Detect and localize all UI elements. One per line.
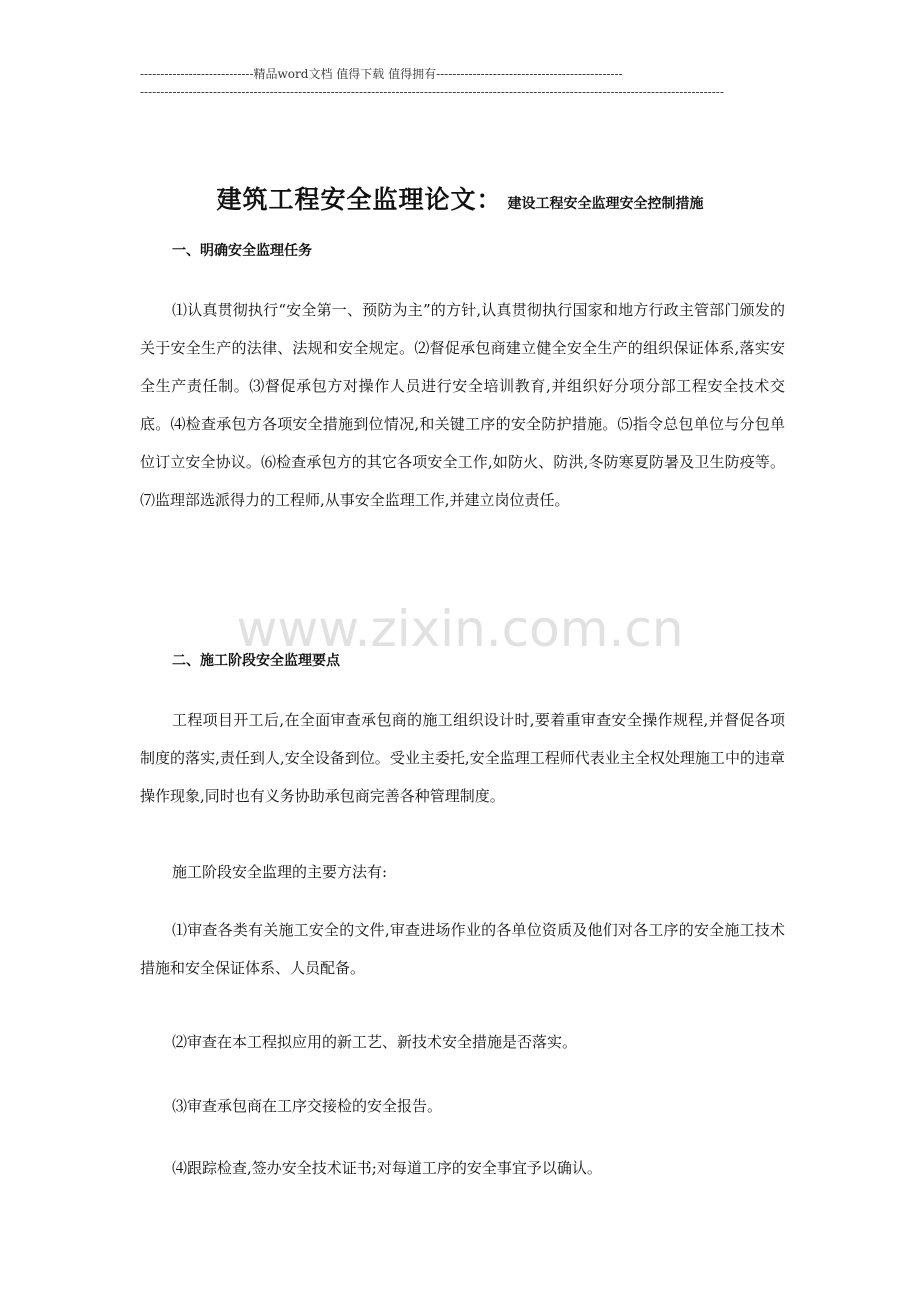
section-1-paragraph: ⑴认真贯彻执行“安全第一、预防为主”的方针,认真贯彻执行国家和地方行政主管部门颁发的关于安全生产的法律、法规和安全规定。⑵督促承包商建立健全安全生产的组织保证体系,落实安全生产责任制。⑶督促承包方对操作人员进行安全培训教育,并组织好分项分部工程安全技术交底。⑷检查承包方各项安全措施到位情况,和关键工序的安全防护措施。⑸指令总包单位与分包单位订立安全协议。⑹检查承包方的其它各项安全工作,如防火、防洪,冬防寒夏防暑及卫生防疫等。⑺监理部选派得力的工程师,从事安全监理工作,并建立岗位责任。 [140, 301, 785, 509]
header-separator-dashes: ------------------------------------------------------------------------------------------------------------------------------------------------ [140, 85, 724, 99]
section-2-paragraph-2: 施工阶段安全监理的主要方法有: [172, 863, 388, 881]
section-2-paragraph-4: ⑵审查在本工程拟应用的新工艺、新技术安全措施是否落实。 [172, 1033, 578, 1051]
section-heading-1: 一、明确安全监理任务 [172, 243, 312, 259]
section-2-paragraph-3: ⑴审查各类有关施工安全的文件,审查进场作业的各单位资质及他们对各工序的安全施工技术措施和安全保证体系、人员配备。 [140, 921, 785, 977]
title-main: 建筑工程安全监理论文： [216, 185, 503, 214]
section-2-paragraph-1: 工程项目开工后,在全面审查承包商的施工组织设计时,要着重审查安全操作规程,并督促各项制度的落实,责任到人,安全设备到位。受业主委托,安全监理工程师代表业主全权处理施工中的违章操作现象,同时也有义务协助承包商完善各种管理制度。 [140, 711, 785, 805]
document-header-banner: ----------------------------精品word文档 值得下载 值得拥有---------------------------------------------- [140, 67, 623, 81]
section-2-paragraph-6: ⑷跟踪检查,签办安全技术证书;对每道工序的安全事宜予以确认。 [172, 1159, 602, 1177]
section-heading-2: 二、施工阶段安全监理要点 [172, 653, 340, 669]
title-subtitle: 建设工程安全监理安全控制措施 [507, 196, 704, 212]
section-2-paragraph-5: ⑶审查承包商在工序交接检的安全报告。 [172, 1097, 443, 1115]
document-title [0, 180, 920, 216]
watermark: www.zixin.com.cn [236, 600, 684, 658]
